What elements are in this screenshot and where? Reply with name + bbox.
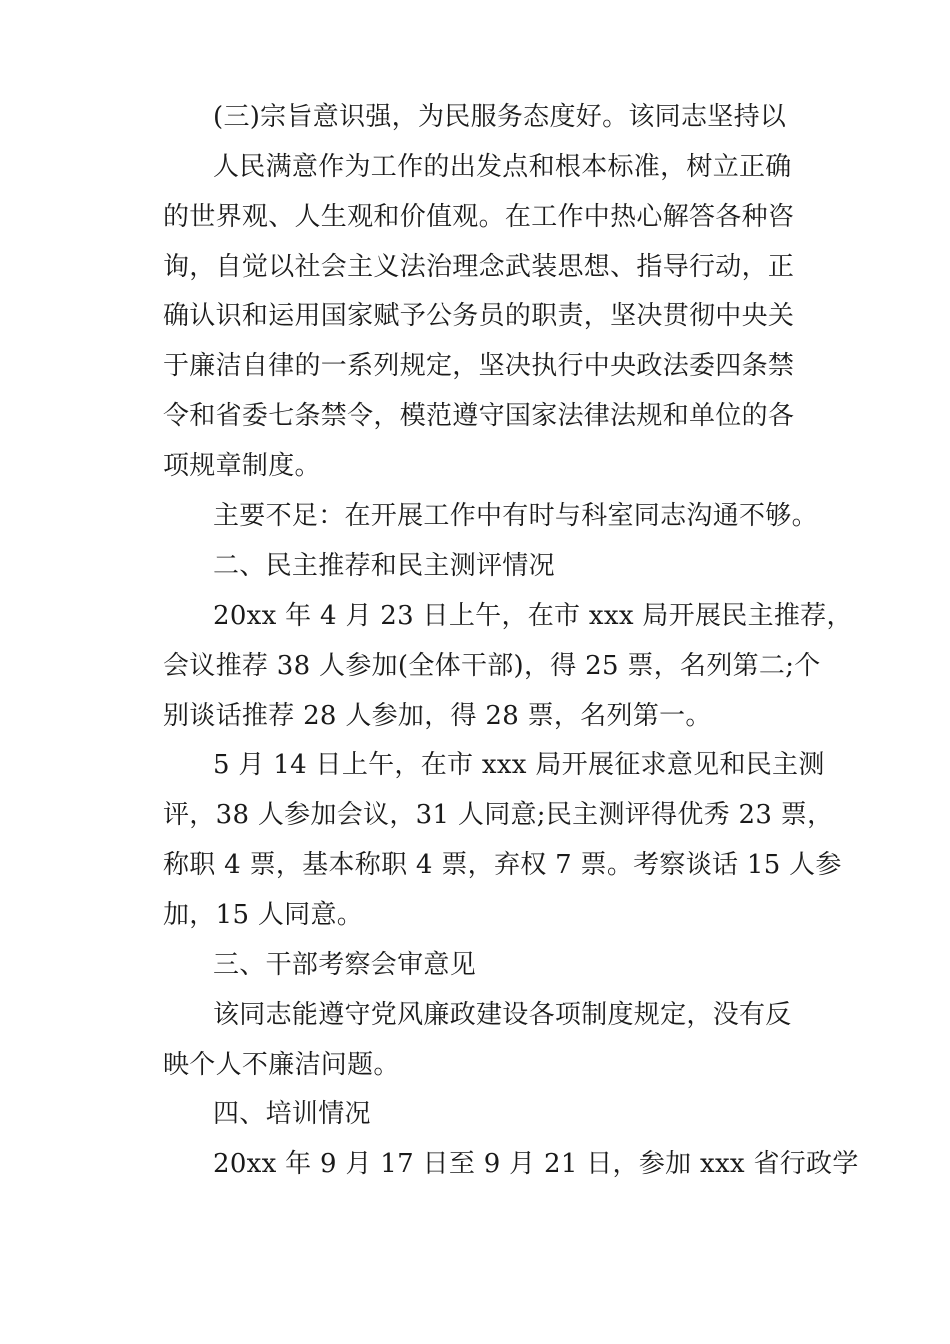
text-line: 称职 4 票，基本称职 4 票，弃权 7 票。考察谈话 15 人参 — [163, 850, 842, 880]
text-line: 5 月 14 日上午，在市 xxx 局开展征求意见和民主测 — [213, 750, 825, 780]
text-line: 加，15 人同意。 — [163, 900, 364, 930]
text-line: 评，38 人参加会议，31 人同意;民主测评得优秀 23 票， — [163, 800, 834, 830]
section-heading: 四、培训情况 — [213, 1099, 371, 1129]
text-line: 人民满意作为工作的出发点和根本标准，树立正确 — [213, 152, 792, 182]
text-line: 令和省委七条禁令，模范遵守国家法律法规和单位的各 — [163, 401, 795, 431]
text-line: (三)宗旨意识强，为民服务态度好。该同志坚持以 — [213, 102, 787, 132]
text-line: 会议推荐 38 人参加(全体干部)，得 25 票，名列第二;个 — [163, 651, 821, 681]
text-line: 询，自觉以社会主义法治理念武装思想、指导行动，正 — [163, 252, 795, 282]
text-line: 该同志能遵守党风廉政建设各项制度规定，没有反 — [213, 1000, 792, 1030]
text-line: 主要不足：在开展工作中有时与科室同志沟通不够。 — [213, 501, 818, 531]
text-line: 映个人不廉洁问题。 — [163, 1050, 400, 1080]
text-line: 确认识和运用国家赋予公务员的职责，坚决贯彻中央关 — [163, 301, 795, 331]
text-line: 项规章制度。 — [163, 451, 321, 481]
text-line: 于廉洁自律的一系列规定，坚决执行中央政法委四条禁 — [163, 351, 795, 381]
text-line: 的世界观、人生观和价值观。在工作中热心解答各种咨 — [163, 202, 795, 232]
text-line: 20xx 年 4 月 23 日上午，在市 xxx 局开展民主推荐， — [213, 601, 853, 631]
text-line: 20xx 年 9 月 17 日至 9 月 21 日，参加 xxx 省行政学 — [213, 1149, 859, 1179]
section-heading: 三、干部考察会审意见 — [213, 950, 477, 980]
section-heading: 二、民主推荐和民主测评情况 — [213, 551, 555, 581]
text-line: 别谈话推荐 28 人参加，得 28 票，名列第一。 — [163, 701, 712, 731]
